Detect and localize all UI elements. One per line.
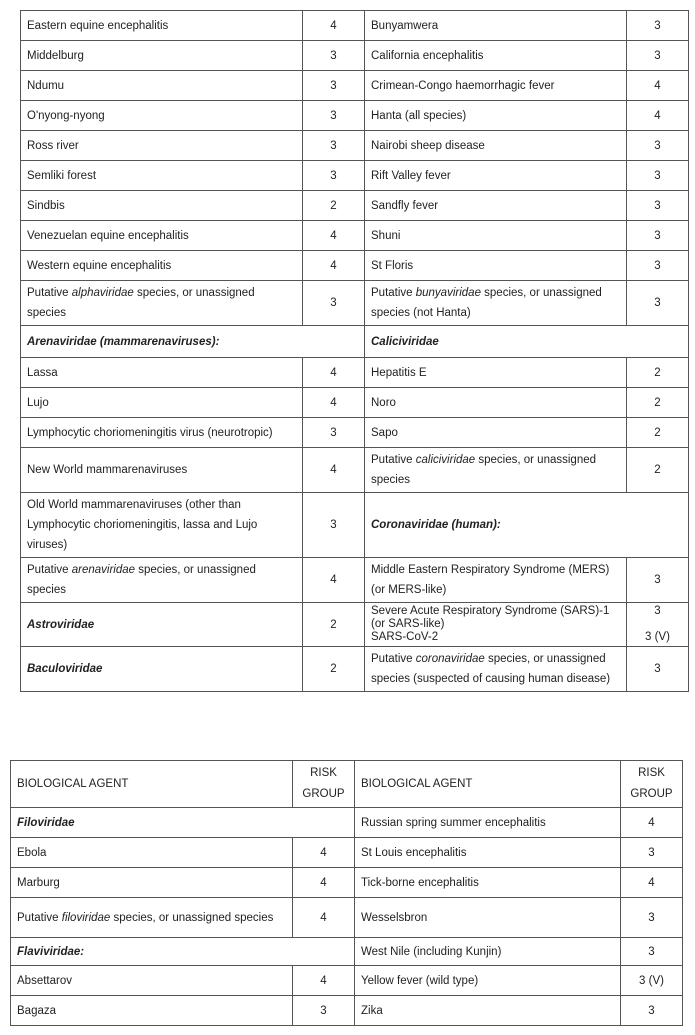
risk-group-cell: 3 (627, 11, 689, 41)
table-row (21, 358, 689, 388)
risk-group-cell: 3 (V) (621, 966, 683, 996)
agent-cell: Putative alphaviridae species, or unassigned species (21, 281, 303, 326)
agent-cell: Nairobi sheep disease (365, 131, 627, 161)
agent-cell: Lymphocytic choriomeningitis virus (neurotropic) (21, 418, 303, 448)
agent-cell: Putative filoviridae species, or unassigned species (11, 898, 293, 938)
risk-group-cell: 4 (303, 448, 365, 493)
agent-cell: Yellow fever (wild type) (355, 966, 621, 996)
risk-group-cell: 2 (627, 448, 689, 493)
table-row (21, 11, 689, 41)
agent-cell: Putative bunyaviridae species, or unassigned species (not Hanta) (365, 281, 627, 326)
risk-group-cell: 4 (627, 101, 689, 131)
table-row (21, 221, 689, 251)
risk-group-cell: 4 (621, 868, 683, 898)
agent-cell: St Floris (365, 251, 627, 281)
risk-group-cell: 4 (303, 221, 365, 251)
family-heading-arenaviridae: Arenaviridae (mammarenaviruses): (21, 326, 365, 358)
table-row (21, 558, 689, 603)
agent-cell: Absettarov (11, 966, 293, 996)
risk-group-cell: 4 (303, 558, 365, 603)
agent-cell: California encephalitis (365, 41, 627, 71)
risk-group-cell: 4 (293, 898, 355, 938)
agent-cell: West Nile (including Kunjin) (355, 938, 621, 966)
agent-cell: Marburg (11, 868, 293, 898)
agent-cell: Ebola (11, 838, 293, 868)
risk-group-cell: 3 (627, 131, 689, 161)
risk-group-cell: 2 (303, 603, 365, 647)
risk-group-cell: 3 (627, 161, 689, 191)
agent-cell: Shuni (365, 221, 627, 251)
agent-cell: Bagaza (11, 996, 293, 1026)
risk-group-cell: 2 (627, 418, 689, 448)
table-row (21, 647, 689, 692)
risk-group-cell: 3 (621, 898, 683, 938)
agent-cell: Sandfly fever (365, 191, 627, 221)
risk-group-cell: 3 (627, 281, 689, 326)
risk-group-cell: 3 (303, 71, 365, 101)
risk-group-cell: 3 (303, 161, 365, 191)
table-row (21, 161, 689, 191)
agents-table-continued (20, 10, 689, 692)
risk-group-cell: 3 (621, 838, 683, 868)
agent-cell: Eastern equine encephalitis (21, 11, 303, 41)
table-row (21, 493, 689, 558)
table-row (21, 71, 689, 101)
table-row (11, 838, 683, 868)
table-row (11, 898, 683, 938)
agent-cell: Bunyamwera (365, 11, 627, 41)
agent-cell: Russian spring summer encephalitis (355, 808, 621, 838)
agent-cell: Putative arenaviridae species, or unassigned species (21, 558, 303, 603)
risk-group-cell: 3 (621, 996, 683, 1026)
risk-group-cell: 2 (303, 647, 365, 692)
agent-cell: Crimean-Congo haemorrhagic fever (365, 71, 627, 101)
risk-group-cell: 4 (627, 71, 689, 101)
agent-cell: Hanta (all species) (365, 101, 627, 131)
risk-group-cell: 3 (293, 996, 355, 1026)
table-row (21, 191, 689, 221)
agent-cell: Venezuelan equine encephalitis (21, 221, 303, 251)
family-heading-filoviridae: Filoviridae (11, 808, 355, 838)
table-row (21, 41, 689, 71)
agent-cell: Rift Valley fever (365, 161, 627, 191)
family-heading-caliciviridae: Caliciviridae (365, 326, 689, 358)
agent-cell: Lassa (21, 358, 303, 388)
family-heading-coronaviridae: Coronaviridae (human): (365, 493, 689, 558)
agent-cell: O'nyong-nyong (21, 101, 303, 131)
agent-cell: Old World mammarenaviruses (other than Lymphocytic choriomeningitis, lassa and Lujo viruses) (21, 493, 303, 558)
agent-cell: Western equine encephalitis (21, 251, 303, 281)
risk-group-cell: 4 (303, 388, 365, 418)
risk-group-cell: 2 (627, 358, 689, 388)
agent-cell: New World mammarenaviruses (21, 448, 303, 493)
agent-cell: Tick-borne encephalitis (355, 868, 621, 898)
table-row (21, 131, 689, 161)
section-header-row (21, 326, 689, 358)
risk-group-cell: 3 (303, 41, 365, 71)
risk-group-cell: 3 (627, 558, 689, 603)
table-row (21, 388, 689, 418)
table-row (21, 603, 689, 647)
table-row (11, 868, 683, 898)
risk-group-cell: 3 (303, 131, 365, 161)
agent-cell: Sapo (365, 418, 627, 448)
column-header-risk-group: RISK GROUP (293, 761, 355, 808)
column-header-agent: BIOLOGICAL AGENT (11, 761, 293, 808)
agent-cell: Putative caliciviridae species, or unassigned species (365, 448, 627, 493)
table-row (11, 996, 683, 1026)
agent-cell: Ndumu (21, 71, 303, 101)
agent-cell: Ross river (21, 131, 303, 161)
table-row (21, 251, 689, 281)
risk-group-cell: 4 (293, 838, 355, 868)
risk-group-cell: 4 (303, 251, 365, 281)
family-heading-astroviridae: Astroviridae (21, 603, 303, 647)
column-header-agent: BIOLOGICAL AGENT (355, 761, 621, 808)
risk-group-cell: 4 (303, 11, 365, 41)
agent-cell: Severe Acute Respiratory Syndrome (SARS)-1 (or SARS-like) SARS-CoV-2 (365, 603, 627, 647)
agent-cell: Middle Eastern Respiratory Syndrome (MERS) (or MERS-like) (365, 558, 627, 603)
agents-table (10, 760, 683, 1026)
table-row (21, 418, 689, 448)
risk-group-cell: 3 3 (V) (627, 603, 689, 647)
risk-group-cell: 3 (627, 41, 689, 71)
risk-group-cell: 3 (303, 101, 365, 131)
table-row (11, 938, 683, 966)
risk-group-cell: 2 (627, 388, 689, 418)
agent-cell: Middelburg (21, 41, 303, 71)
agent-cell: St Louis encephalitis (355, 838, 621, 868)
agent-cell: Hepatitis E (365, 358, 627, 388)
agent-cell: Noro (365, 388, 627, 418)
header-row (11, 761, 683, 808)
agent-cell: Zika (355, 996, 621, 1026)
table-row (11, 966, 683, 996)
risk-group-cell: 4 (621, 808, 683, 838)
table-row (21, 101, 689, 131)
table-row (11, 808, 683, 838)
risk-group-cell: 3 (627, 251, 689, 281)
risk-group-cell: 3 (627, 191, 689, 221)
risk-group-cell: 3 (627, 221, 689, 251)
agent-cell: Semliki forest (21, 161, 303, 191)
table-row (21, 448, 689, 493)
agent-cell: Sindbis (21, 191, 303, 221)
agent-cell: Putative coronaviridae species, or unassigned species (suspected of causing human disease) (365, 647, 627, 692)
risk-group-cell: 3 (303, 493, 365, 558)
risk-group-cell: 3 (621, 938, 683, 966)
family-heading-baculoviridae: Baculoviridae (21, 647, 303, 692)
risk-group-cell: 4 (293, 868, 355, 898)
agent-cell: Wesselsbron (355, 898, 621, 938)
risk-group-cell: 4 (293, 966, 355, 996)
risk-group-cell: 3 (627, 647, 689, 692)
risk-group-cell: 4 (303, 358, 365, 388)
table-row (21, 281, 689, 326)
agent-cell: Lujo (21, 388, 303, 418)
family-heading-flaviviridae: Flaviviridae: (11, 938, 355, 966)
column-header-risk-group: RISK GROUP (621, 761, 683, 808)
risk-group-cell: 3 (303, 281, 365, 326)
risk-group-cell: 3 (303, 418, 365, 448)
risk-group-cell: 2 (303, 191, 365, 221)
